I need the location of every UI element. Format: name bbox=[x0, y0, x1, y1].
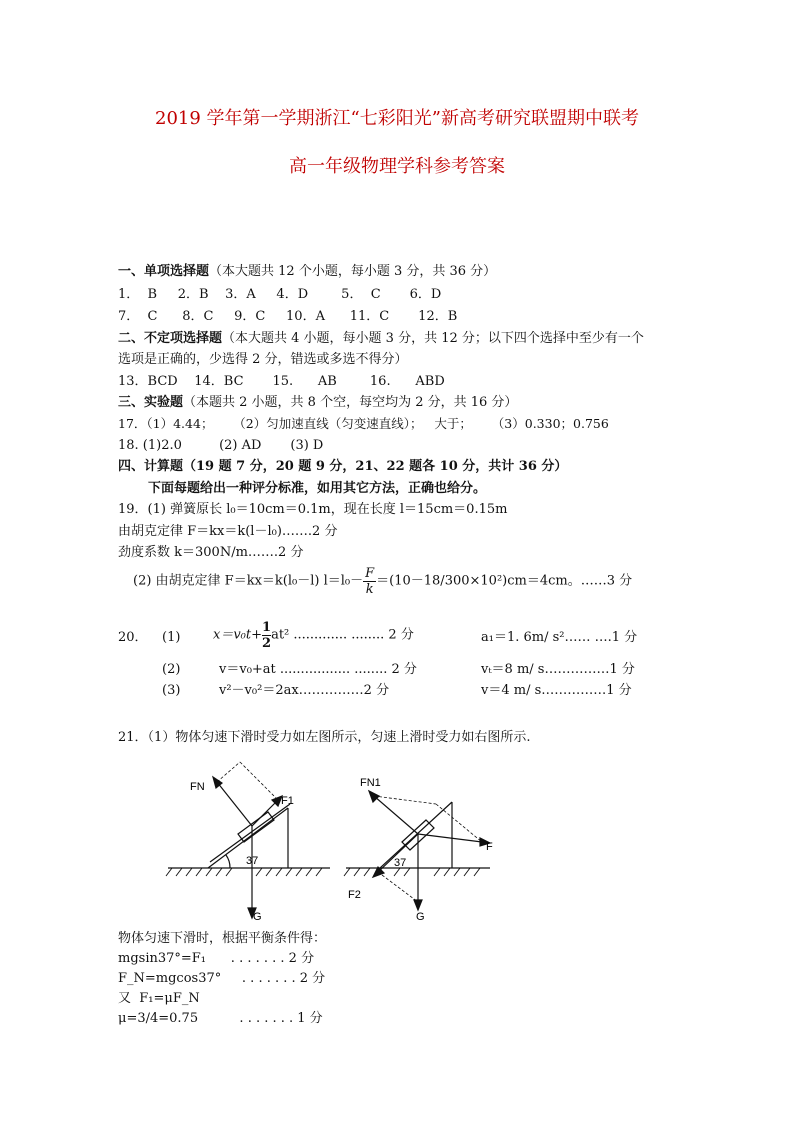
section-3-heading bbox=[118, 393, 517, 413]
figure-slide-down bbox=[160, 760, 335, 925]
q21-intro: 21．（1）物体匀速下滑时受力如左图所示，匀速上滑时受力如右图所示. bbox=[118, 730, 531, 745]
q21-text-a: 物体匀速下滑时，根据平衡条件得： bbox=[118, 931, 327, 946]
q20-part2-label: (2) bbox=[162, 662, 181, 677]
q20-part3-result: v＝4 m/ s……………1 分 bbox=[481, 683, 632, 698]
section-1-answers-row-1: 1． B 2．B 3．A 4．D 5． C 6．D bbox=[118, 287, 442, 302]
q19-fraction-num: F bbox=[365, 566, 375, 581]
section-2-answers: 13．BCD 14．BC 15. AB 16. ABD bbox=[118, 374, 445, 389]
section-2-note-2: 选项是正确的，少选得 2 分，错选或多选不得分） bbox=[118, 352, 408, 367]
section-2-title: 二、不定项选择题 bbox=[118, 331, 223, 346]
q17-answer: 17．（1）4.44； （2）匀加速直线（匀变速直线）； 大于； （3）0.330；0.756 bbox=[118, 416, 609, 431]
q19-hooke: 由胡克定律 F＝kx＝k(l－l₀)…….2 分 bbox=[118, 524, 338, 539]
section-4-note: 下面每题给出一种评分标准，如用其它方法，正确也给分。 bbox=[148, 481, 487, 496]
section-3-title: 三、实验题 bbox=[118, 395, 184, 410]
right-angle-label: 37 bbox=[394, 857, 407, 869]
left-fn-label: FN bbox=[190, 781, 205, 793]
q20-part3-label: (3) bbox=[162, 683, 181, 698]
q20-part1-label: (1) bbox=[162, 630, 181, 645]
section-4-heading: 四、计算题（19 题 7 分，20 题 9 分，21、22 题各 10 分，共计 36 分） bbox=[118, 459, 568, 474]
q19-stiffness: 劲度系数 k＝300N/m…….2 分 bbox=[118, 545, 304, 560]
q20-part2-result: vₜ＝8 m/ s……………1 分 bbox=[481, 662, 635, 677]
q20-part2-formula: v＝v₀+at ................. ........ 2 分 bbox=[219, 662, 417, 677]
figure-slide-up bbox=[340, 770, 510, 930]
q20-part1-formula bbox=[213, 620, 414, 651]
q20-fraction bbox=[262, 620, 271, 651]
q21-text-e: μ=3/4=0.75 . . . . . . . 1 分 bbox=[118, 1011, 323, 1026]
q21-text-d: 又 F₁=μF_N bbox=[118, 991, 200, 1006]
right-f-label: F bbox=[486, 841, 493, 853]
section-2-note: （本大题共 4 小题，每小题 3 分，共 12 分；以下四个选择中至少有一个 bbox=[222, 331, 644, 346]
section-1-answers-row-2: 7． C 8．C 9．C 10．A 11．C 12．B bbox=[118, 309, 458, 324]
q20-part3-formula: v²－v₀²＝2ax……………2 分 bbox=[219, 683, 390, 698]
q20-fraction-num: 1 bbox=[262, 620, 272, 635]
right-g-label: G bbox=[416, 911, 425, 923]
q19-part2 bbox=[133, 566, 632, 597]
title-line-1: 2019 学年第一学期浙江“七彩阳光”新高考研究联盟期中联考 bbox=[155, 108, 639, 129]
section-1-note: （本大题共 12 个小题，每小题 3 分，共 36 分） bbox=[209, 264, 497, 279]
section-1-heading bbox=[118, 262, 496, 282]
left-f1-label: F1 bbox=[281, 795, 294, 807]
q19-part2-result: ＝(10－18/300×10²)cm＝4cm。……3 分 bbox=[376, 573, 633, 589]
right-fn1-label: FN1 bbox=[360, 777, 381, 789]
section-2-heading bbox=[118, 329, 644, 349]
q18-answer: 18. (1)2.0 (2) AD (3) D bbox=[118, 438, 324, 453]
q21-text-b: mgsin37°=F₁ . . . . . . . 2 分 bbox=[118, 951, 315, 966]
section-1-title: 一、单项选择题 bbox=[118, 264, 210, 279]
q19-fraction bbox=[363, 566, 376, 597]
title-line-2: 高一年级物理学科参考答案 bbox=[289, 156, 505, 177]
q19-fraction-den: k bbox=[365, 582, 374, 597]
section-3-note: （本题共 2 小题，共 8 个空，每空均为 2 分，共 16 分） bbox=[183, 395, 518, 410]
q19-part2-text: (2) 由胡克定律 F＝kx＝k(l₀－l) l＝l₀－ bbox=[133, 573, 364, 589]
q20-formula-a: x＝v₀t+ bbox=[213, 627, 263, 643]
q20-fraction-den: 2 bbox=[262, 636, 272, 651]
left-g-label: G bbox=[253, 911, 262, 923]
right-f2-label: F2 bbox=[348, 889, 361, 901]
q19-part1: 19．(1) 弹簧原长 l₀＝10cm＝0.1m，现在长度 l＝15cm＝0.15m bbox=[118, 502, 508, 517]
q20-part1-result: a₁＝1. 6m/ s²…… ….1 分 bbox=[481, 630, 638, 645]
left-angle-label: 37 bbox=[246, 855, 259, 867]
q20-label: 20． bbox=[118, 630, 148, 645]
q21-text-c: F_N=mgcos37° . . . . . . . 2 分 bbox=[118, 971, 326, 986]
q20-formula-b: at² ............. ........ 2 分 bbox=[271, 627, 414, 643]
